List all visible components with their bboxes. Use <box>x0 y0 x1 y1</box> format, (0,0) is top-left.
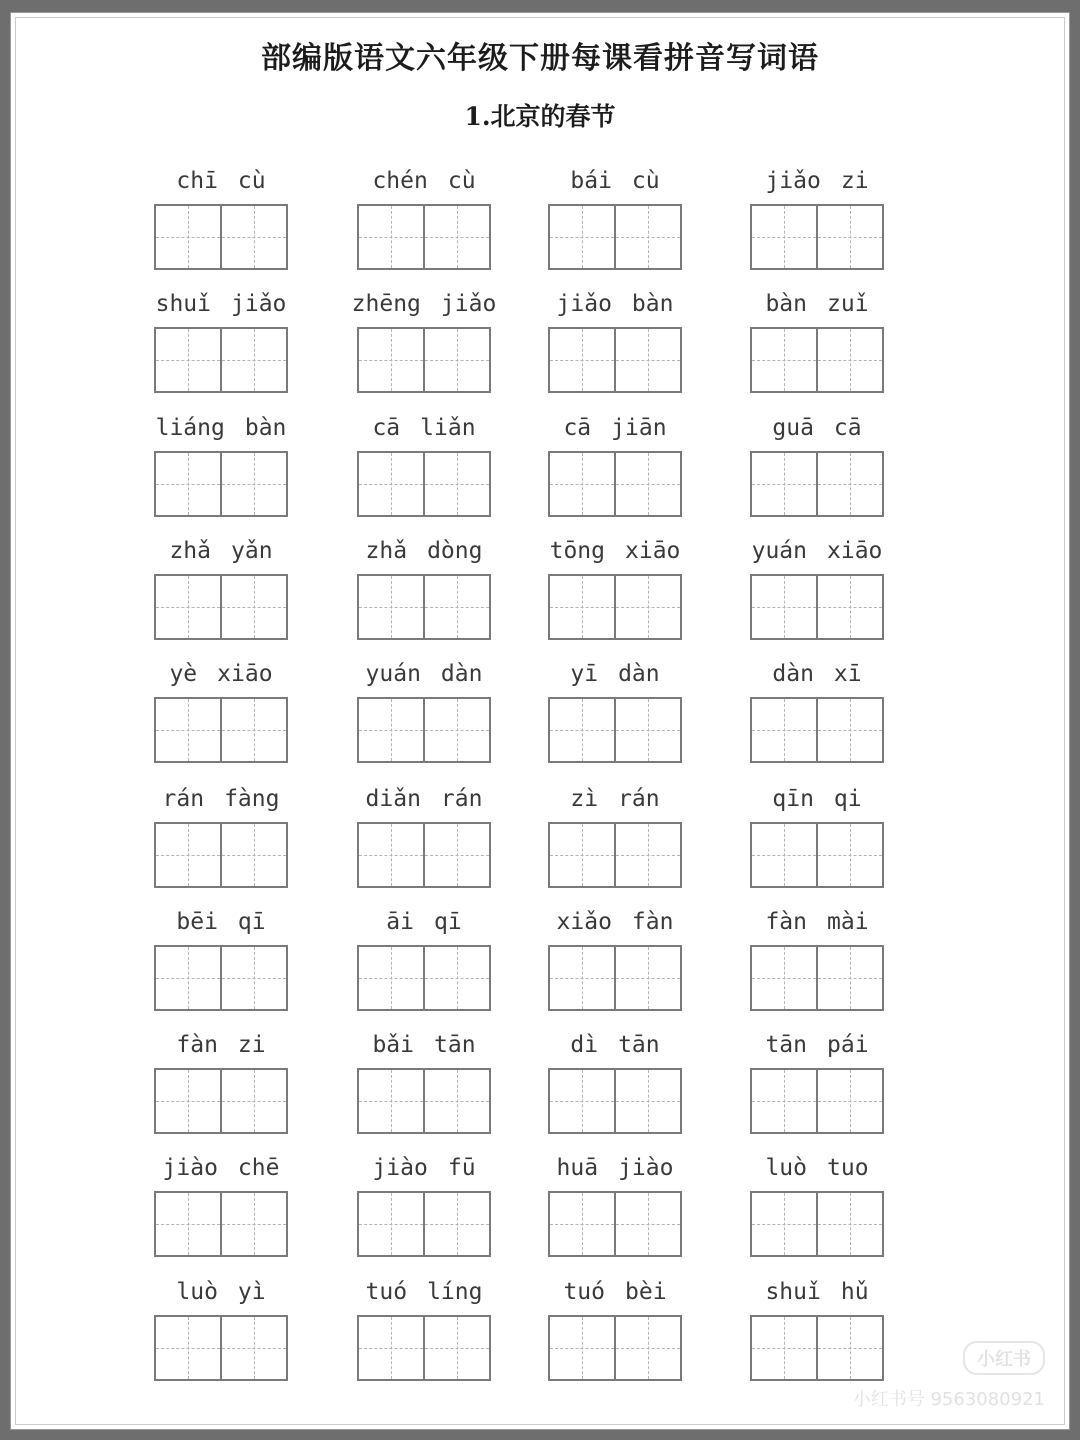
pinyin-prompt <box>535 782 695 816</box>
tianzige-box[interactable] <box>614 947 680 1009</box>
pinyin-prompt <box>141 534 301 568</box>
word-exercise <box>737 411 897 535</box>
tianzige-box[interactable] <box>359 329 423 391</box>
word-exercise <box>141 782 301 906</box>
tianzige-box[interactable] <box>550 947 614 1009</box>
pinyin-syllable: jiǎo <box>556 291 612 317</box>
writing-grid <box>750 945 884 1011</box>
pinyin-syllable: jiǎo <box>440 291 497 317</box>
tianzige-box[interactable] <box>156 1317 220 1379</box>
pinyin-syllable: zhēng <box>351 291 421 317</box>
word-exercise <box>344 534 504 658</box>
word-exercise <box>535 1028 695 1152</box>
pinyin-syllable: bàn <box>765 291 807 317</box>
tianzige-box[interactable] <box>816 699 882 761</box>
tianzige-box[interactable] <box>220 453 286 515</box>
exercise-row <box>11 782 1071 906</box>
tianzige-box[interactable] <box>752 329 816 391</box>
word-exercise <box>344 905 504 1029</box>
writing-grid <box>357 1191 491 1257</box>
writing-grid <box>154 451 288 517</box>
writing-grid <box>154 1191 288 1257</box>
pinyin-syllable: bàn <box>631 291 674 317</box>
pinyin-syllable: zuǐ <box>827 291 869 317</box>
writing-grid <box>750 327 884 393</box>
pinyin-syllable: tōng <box>549 538 605 564</box>
word-exercise <box>737 287 897 411</box>
pinyin-syllable: jiào <box>162 1155 218 1181</box>
tianzige-box[interactable] <box>156 824 220 886</box>
pinyin-syllable: pái <box>827 1032 869 1058</box>
word-exercise <box>344 411 504 535</box>
pinyin-syllable: bēi <box>176 909 218 935</box>
word-exercise <box>344 782 504 906</box>
pinyin-syllable: chē <box>237 1155 280 1181</box>
word-exercise <box>535 287 695 411</box>
word-exercise <box>344 1028 504 1152</box>
pinyin-prompt <box>344 1275 504 1309</box>
pinyin-prompt <box>535 657 695 691</box>
pinyin-prompt <box>141 1275 301 1309</box>
pinyin-prompt <box>344 164 504 198</box>
tianzige-box[interactable] <box>550 453 614 515</box>
writing-grid <box>548 574 682 640</box>
pinyin-syllable: jiào <box>372 1155 428 1181</box>
pinyin-prompt <box>141 1151 301 1185</box>
tianzige-box[interactable] <box>752 1193 816 1255</box>
pinyin-syllable: dì <box>570 1032 599 1058</box>
pinyin-prompt <box>141 905 301 939</box>
writing-grid <box>357 574 491 640</box>
pinyin-prompt <box>344 905 504 939</box>
tianzige-box[interactable] <box>423 453 489 515</box>
page-title: 部编版语文六年级下册每课看拼音写词语 <box>261 41 819 76</box>
writing-grid <box>154 574 288 640</box>
pinyin-syllable: qī <box>434 909 462 935</box>
pinyin-syllable: xiǎo <box>556 909 612 935</box>
word-exercise <box>535 1275 695 1399</box>
pinyin-syllable: jiǎo <box>231 291 287 317</box>
writing-grid <box>357 697 491 763</box>
pinyin-prompt <box>737 411 897 445</box>
pinyin-syllable: líng <box>427 1279 483 1305</box>
writing-grid <box>750 204 884 270</box>
tianzige-box[interactable] <box>423 206 489 268</box>
tianzige-box[interactable] <box>614 824 680 886</box>
word-exercise <box>141 1275 301 1399</box>
pinyin-syllable: zi <box>237 1032 266 1058</box>
word-exercise <box>535 782 695 906</box>
tianzige-box[interactable] <box>550 206 614 268</box>
writing-grid <box>548 1315 682 1381</box>
tianzige-box[interactable] <box>752 699 816 761</box>
writing-grid <box>750 1068 884 1134</box>
pinyin-syllable: rán <box>440 786 483 812</box>
pinyin-prompt <box>737 782 897 816</box>
exercise-row <box>11 657 1071 781</box>
writing-grid <box>357 945 491 1011</box>
pinyin-prompt <box>535 1151 695 1185</box>
pinyin-syllable: fàn <box>176 1032 218 1058</box>
writing-grid <box>357 204 491 270</box>
word-exercise <box>344 164 504 288</box>
tianzige-box[interactable] <box>614 576 680 638</box>
tianzige-box[interactable] <box>423 576 489 638</box>
tianzige-box[interactable] <box>423 1193 489 1255</box>
writing-grid <box>154 697 288 763</box>
tianzige-box[interactable] <box>220 1070 286 1132</box>
tianzige-box[interactable] <box>220 947 286 1009</box>
word-exercise <box>141 905 301 1029</box>
pinyin-syllable: yì <box>237 1279 266 1305</box>
tianzige-box[interactable] <box>220 206 286 268</box>
tianzige-box[interactable] <box>220 1193 286 1255</box>
pinyin-syllable: chī <box>176 168 218 194</box>
writing-grid <box>548 204 682 270</box>
writing-grid <box>357 822 491 888</box>
tianzige-box[interactable] <box>752 576 816 638</box>
tianzige-box[interactable] <box>423 329 489 391</box>
tianzige-box[interactable] <box>550 824 614 886</box>
tianzige-box[interactable] <box>156 206 220 268</box>
pinyin-prompt <box>535 287 695 321</box>
tianzige-box[interactable] <box>816 947 882 1009</box>
writing-grid <box>154 327 288 393</box>
pinyin-syllable: fàn <box>765 909 807 935</box>
pinyin-syllable: xiāo <box>827 538 883 564</box>
pinyin-syllable: tān <box>434 1032 476 1058</box>
word-exercise <box>535 657 695 781</box>
tianzige-box[interactable] <box>816 453 882 515</box>
pinyin-prompt <box>344 411 504 445</box>
pinyin-prompt <box>141 411 301 445</box>
pinyin-syllable: bǎi <box>372 1032 414 1058</box>
pinyin-prompt <box>737 905 897 939</box>
tianzige-box[interactable] <box>359 1193 423 1255</box>
tianzige-box[interactable] <box>816 1070 882 1132</box>
lesson-title: 1.北京的春节 <box>464 102 616 131</box>
tianzige-box[interactable] <box>156 329 220 391</box>
tianzige-box[interactable] <box>359 453 423 515</box>
word-exercise <box>141 411 301 535</box>
pinyin-syllable: xī <box>833 661 862 687</box>
pinyin-syllable: yǎn <box>231 538 273 564</box>
pinyin-prompt <box>344 534 504 568</box>
writing-grid <box>357 1315 491 1381</box>
pinyin-syllable: xiāo <box>625 538 681 564</box>
word-exercise <box>141 287 301 411</box>
pinyin-prompt <box>344 782 504 816</box>
exercise-row <box>11 164 1071 288</box>
tianzige-box[interactable] <box>614 329 680 391</box>
pinyin-syllable: yuán <box>365 661 421 687</box>
tianzige-box[interactable] <box>550 1070 614 1132</box>
tianzige-box[interactable] <box>359 947 423 1009</box>
tianzige-box[interactable] <box>614 1193 680 1255</box>
tianzige-box[interactable] <box>550 699 614 761</box>
pinyin-syllable: dàn <box>618 661 660 687</box>
word-exercise <box>535 164 695 288</box>
pinyin-syllable: āi <box>386 909 414 935</box>
pinyin-prompt <box>737 287 897 321</box>
tianzige-box[interactable] <box>550 1317 614 1379</box>
word-exercise <box>344 287 504 411</box>
word-exercise <box>344 1275 504 1399</box>
writing-grid <box>750 697 884 763</box>
writing-grid <box>750 822 884 888</box>
pinyin-syllable: guā <box>772 415 814 441</box>
exercise-row <box>11 905 1071 1029</box>
pinyin-syllable: cā <box>833 415 862 441</box>
tianzige-box[interactable] <box>550 329 614 391</box>
writing-grid <box>750 451 884 517</box>
pinyin-syllable: xiāo <box>217 661 273 687</box>
pinyin-syllable: diǎn <box>365 786 421 812</box>
watermark-badge: 小红书 <box>963 1341 1045 1375</box>
pinyin-syllable: cā <box>563 415 592 441</box>
writing-grid <box>357 327 491 393</box>
word-exercise <box>737 164 897 288</box>
tianzige-box[interactable] <box>156 1070 220 1132</box>
pinyin-syllable: bèi <box>625 1279 667 1305</box>
word-exercise <box>737 1028 897 1152</box>
tianzige-box[interactable] <box>220 329 286 391</box>
watermark-text: 小红书号 9563080921 <box>852 1389 1045 1410</box>
tianzige-box[interactable] <box>220 824 286 886</box>
word-exercise <box>737 1151 897 1275</box>
pinyin-prompt <box>141 164 301 198</box>
pinyin-prompt <box>737 1151 897 1185</box>
word-exercise <box>535 1151 695 1275</box>
pinyin-syllable: jiān <box>611 415 667 441</box>
pinyin-syllable: liǎn <box>420 415 476 441</box>
pinyin-syllable: luò <box>176 1279 218 1305</box>
pinyin-prompt <box>737 534 897 568</box>
word-exercise <box>141 657 301 781</box>
tianzige-box[interactable] <box>423 1070 489 1132</box>
pinyin-prompt <box>344 657 504 691</box>
pinyin-prompt <box>535 164 695 198</box>
worksheet-page <box>10 12 1070 1430</box>
pinyin-syllable: dàn <box>772 661 814 687</box>
tianzige-box[interactable] <box>423 699 489 761</box>
tianzige-box[interactable] <box>816 206 882 268</box>
word-exercise <box>737 782 897 906</box>
pinyin-syllable: qīn <box>772 786 814 812</box>
pinyin-syllable: fū <box>447 1155 476 1181</box>
writing-grid <box>154 822 288 888</box>
word-exercise <box>344 657 504 781</box>
exercise-row <box>11 534 1071 658</box>
writing-grid <box>548 327 682 393</box>
tianzige-box[interactable] <box>220 699 286 761</box>
tianzige-box[interactable] <box>614 1070 680 1132</box>
word-exercise <box>141 1151 301 1275</box>
writing-grid <box>750 1191 884 1257</box>
tianzige-box[interactable] <box>752 1070 816 1132</box>
tianzige-box[interactable] <box>156 699 220 761</box>
writing-grid <box>548 822 682 888</box>
pinyin-syllable: bái <box>570 168 612 194</box>
tianzige-box[interactable] <box>220 576 286 638</box>
exercise-row <box>11 1028 1071 1152</box>
word-exercise <box>535 905 695 1029</box>
pinyin-syllable: fàng <box>224 786 280 812</box>
pinyin-prompt <box>344 1151 504 1185</box>
pinyin-prompt <box>535 534 695 568</box>
pinyin-syllable: chén <box>372 168 428 194</box>
tianzige-box[interactable] <box>816 824 882 886</box>
tianzige-box[interactable] <box>816 1193 882 1255</box>
writing-grid <box>357 1068 491 1134</box>
pinyin-prompt <box>535 1275 695 1309</box>
tianzige-box[interactable] <box>752 1317 816 1379</box>
pinyin-prompt <box>535 1028 695 1062</box>
pinyin-syllable: tuo <box>827 1155 869 1181</box>
tianzige-box[interactable] <box>359 206 423 268</box>
writing-grid <box>548 1068 682 1134</box>
tianzige-box[interactable] <box>156 576 220 638</box>
pinyin-prompt <box>141 287 301 321</box>
tianzige-box[interactable] <box>550 576 614 638</box>
tianzige-box[interactable] <box>359 1070 423 1132</box>
writing-grid <box>154 1068 288 1134</box>
writing-grid <box>548 451 682 517</box>
pinyin-syllable: tān <box>618 1032 660 1058</box>
tianzige-box[interactable] <box>752 453 816 515</box>
pinyin-syllable: tuó <box>365 1279 408 1305</box>
word-exercise <box>141 1028 301 1152</box>
pinyin-syllable: mài <box>827 909 869 935</box>
tianzige-box[interactable] <box>423 947 489 1009</box>
pinyin-prompt <box>535 411 695 445</box>
pinyin-syllable: yuán <box>751 538 807 564</box>
pinyin-prompt <box>344 287 504 321</box>
pinyin-prompt <box>141 1028 301 1062</box>
pinyin-syllable: hǔ <box>840 1279 869 1305</box>
writing-grid <box>154 945 288 1011</box>
pinyin-prompt <box>737 1275 897 1309</box>
exercise-row <box>11 1151 1071 1275</box>
tianzige-box[interactable] <box>752 824 816 886</box>
pinyin-syllable: cù <box>447 168 476 194</box>
writing-grid <box>154 1315 288 1381</box>
writing-grid <box>548 945 682 1011</box>
pinyin-syllable: bàn <box>244 415 287 441</box>
pinyin-syllable: fàn <box>631 909 674 935</box>
pinyin-syllable: tān <box>765 1032 807 1058</box>
tianzige-box[interactable] <box>614 699 680 761</box>
pinyin-syllable: tuó <box>563 1279 605 1305</box>
pinyin-syllable: qī <box>237 909 266 935</box>
pinyin-syllable: qi <box>833 786 862 812</box>
word-exercise <box>344 1151 504 1275</box>
writing-grid <box>548 1191 682 1257</box>
pinyin-syllable: shuǐ <box>155 291 211 317</box>
tianzige-box[interactable] <box>156 453 220 515</box>
pinyin-syllable: yè <box>169 661 198 687</box>
tianzige-box[interactable] <box>423 1317 489 1379</box>
tianzige-box[interactable] <box>156 1193 220 1255</box>
pinyin-syllable: rán <box>162 786 205 812</box>
pinyin-syllable: cù <box>631 168 660 194</box>
exercise-row <box>11 411 1071 535</box>
pinyin-syllable: zhǎ <box>169 538 211 564</box>
tianzige-box[interactable] <box>156 947 220 1009</box>
exercise-row <box>11 287 1071 411</box>
word-exercise <box>141 534 301 658</box>
pinyin-syllable: shuǐ <box>765 1279 821 1305</box>
tianzige-box[interactable] <box>752 947 816 1009</box>
tianzige-box[interactable] <box>614 206 680 268</box>
pinyin-syllable: huā <box>556 1155 599 1181</box>
tianzige-box[interactable] <box>359 1317 423 1379</box>
pinyin-syllable: liáng <box>155 415 225 441</box>
tianzige-box[interactable] <box>816 329 882 391</box>
pinyin-syllable: zi <box>840 168 869 194</box>
tianzige-box[interactable] <box>816 576 882 638</box>
pinyin-syllable: jiào <box>618 1155 674 1181</box>
tianzige-box[interactable] <box>423 824 489 886</box>
watermark <box>853 1341 1045 1411</box>
pinyin-syllable: jiǎo <box>765 168 821 194</box>
pinyin-prompt <box>737 1028 897 1062</box>
tianzige-box[interactable] <box>359 576 423 638</box>
pinyin-prompt <box>737 164 897 198</box>
pinyin-syllable: rán <box>618 786 660 812</box>
tianzige-box[interactable] <box>220 1317 286 1379</box>
pinyin-prompt <box>141 782 301 816</box>
tianzige-box[interactable] <box>614 1317 680 1379</box>
writing-grid <box>154 204 288 270</box>
pinyin-prompt <box>141 657 301 691</box>
tianzige-box[interactable] <box>359 824 423 886</box>
pinyin-syllable: cā <box>372 415 401 441</box>
writing-grid <box>357 451 491 517</box>
word-exercise <box>141 164 301 288</box>
pinyin-syllable: dàn <box>440 661 483 687</box>
word-exercise <box>737 534 897 658</box>
pinyin-syllable: cù <box>237 168 266 194</box>
pinyin-syllable: yī <box>570 661 599 687</box>
pinyin-syllable: zhǎ <box>365 538 408 564</box>
tianzige-box[interactable] <box>752 206 816 268</box>
tianzige-box[interactable] <box>550 1193 614 1255</box>
tianzige-box[interactable] <box>614 453 680 515</box>
pinyin-syllable: dòng <box>427 538 483 564</box>
writing-grid <box>548 697 682 763</box>
writing-grid <box>750 574 884 640</box>
word-exercise <box>535 534 695 658</box>
pinyin-prompt <box>535 905 695 939</box>
pinyin-syllable: zì <box>570 786 599 812</box>
pinyin-prompt <box>344 1028 504 1062</box>
word-exercise <box>737 657 897 781</box>
pinyin-prompt <box>737 657 897 691</box>
word-exercise <box>737 905 897 1029</box>
pinyin-syllable: luò <box>765 1155 807 1181</box>
word-exercise <box>535 411 695 535</box>
tianzige-box[interactable] <box>359 699 423 761</box>
